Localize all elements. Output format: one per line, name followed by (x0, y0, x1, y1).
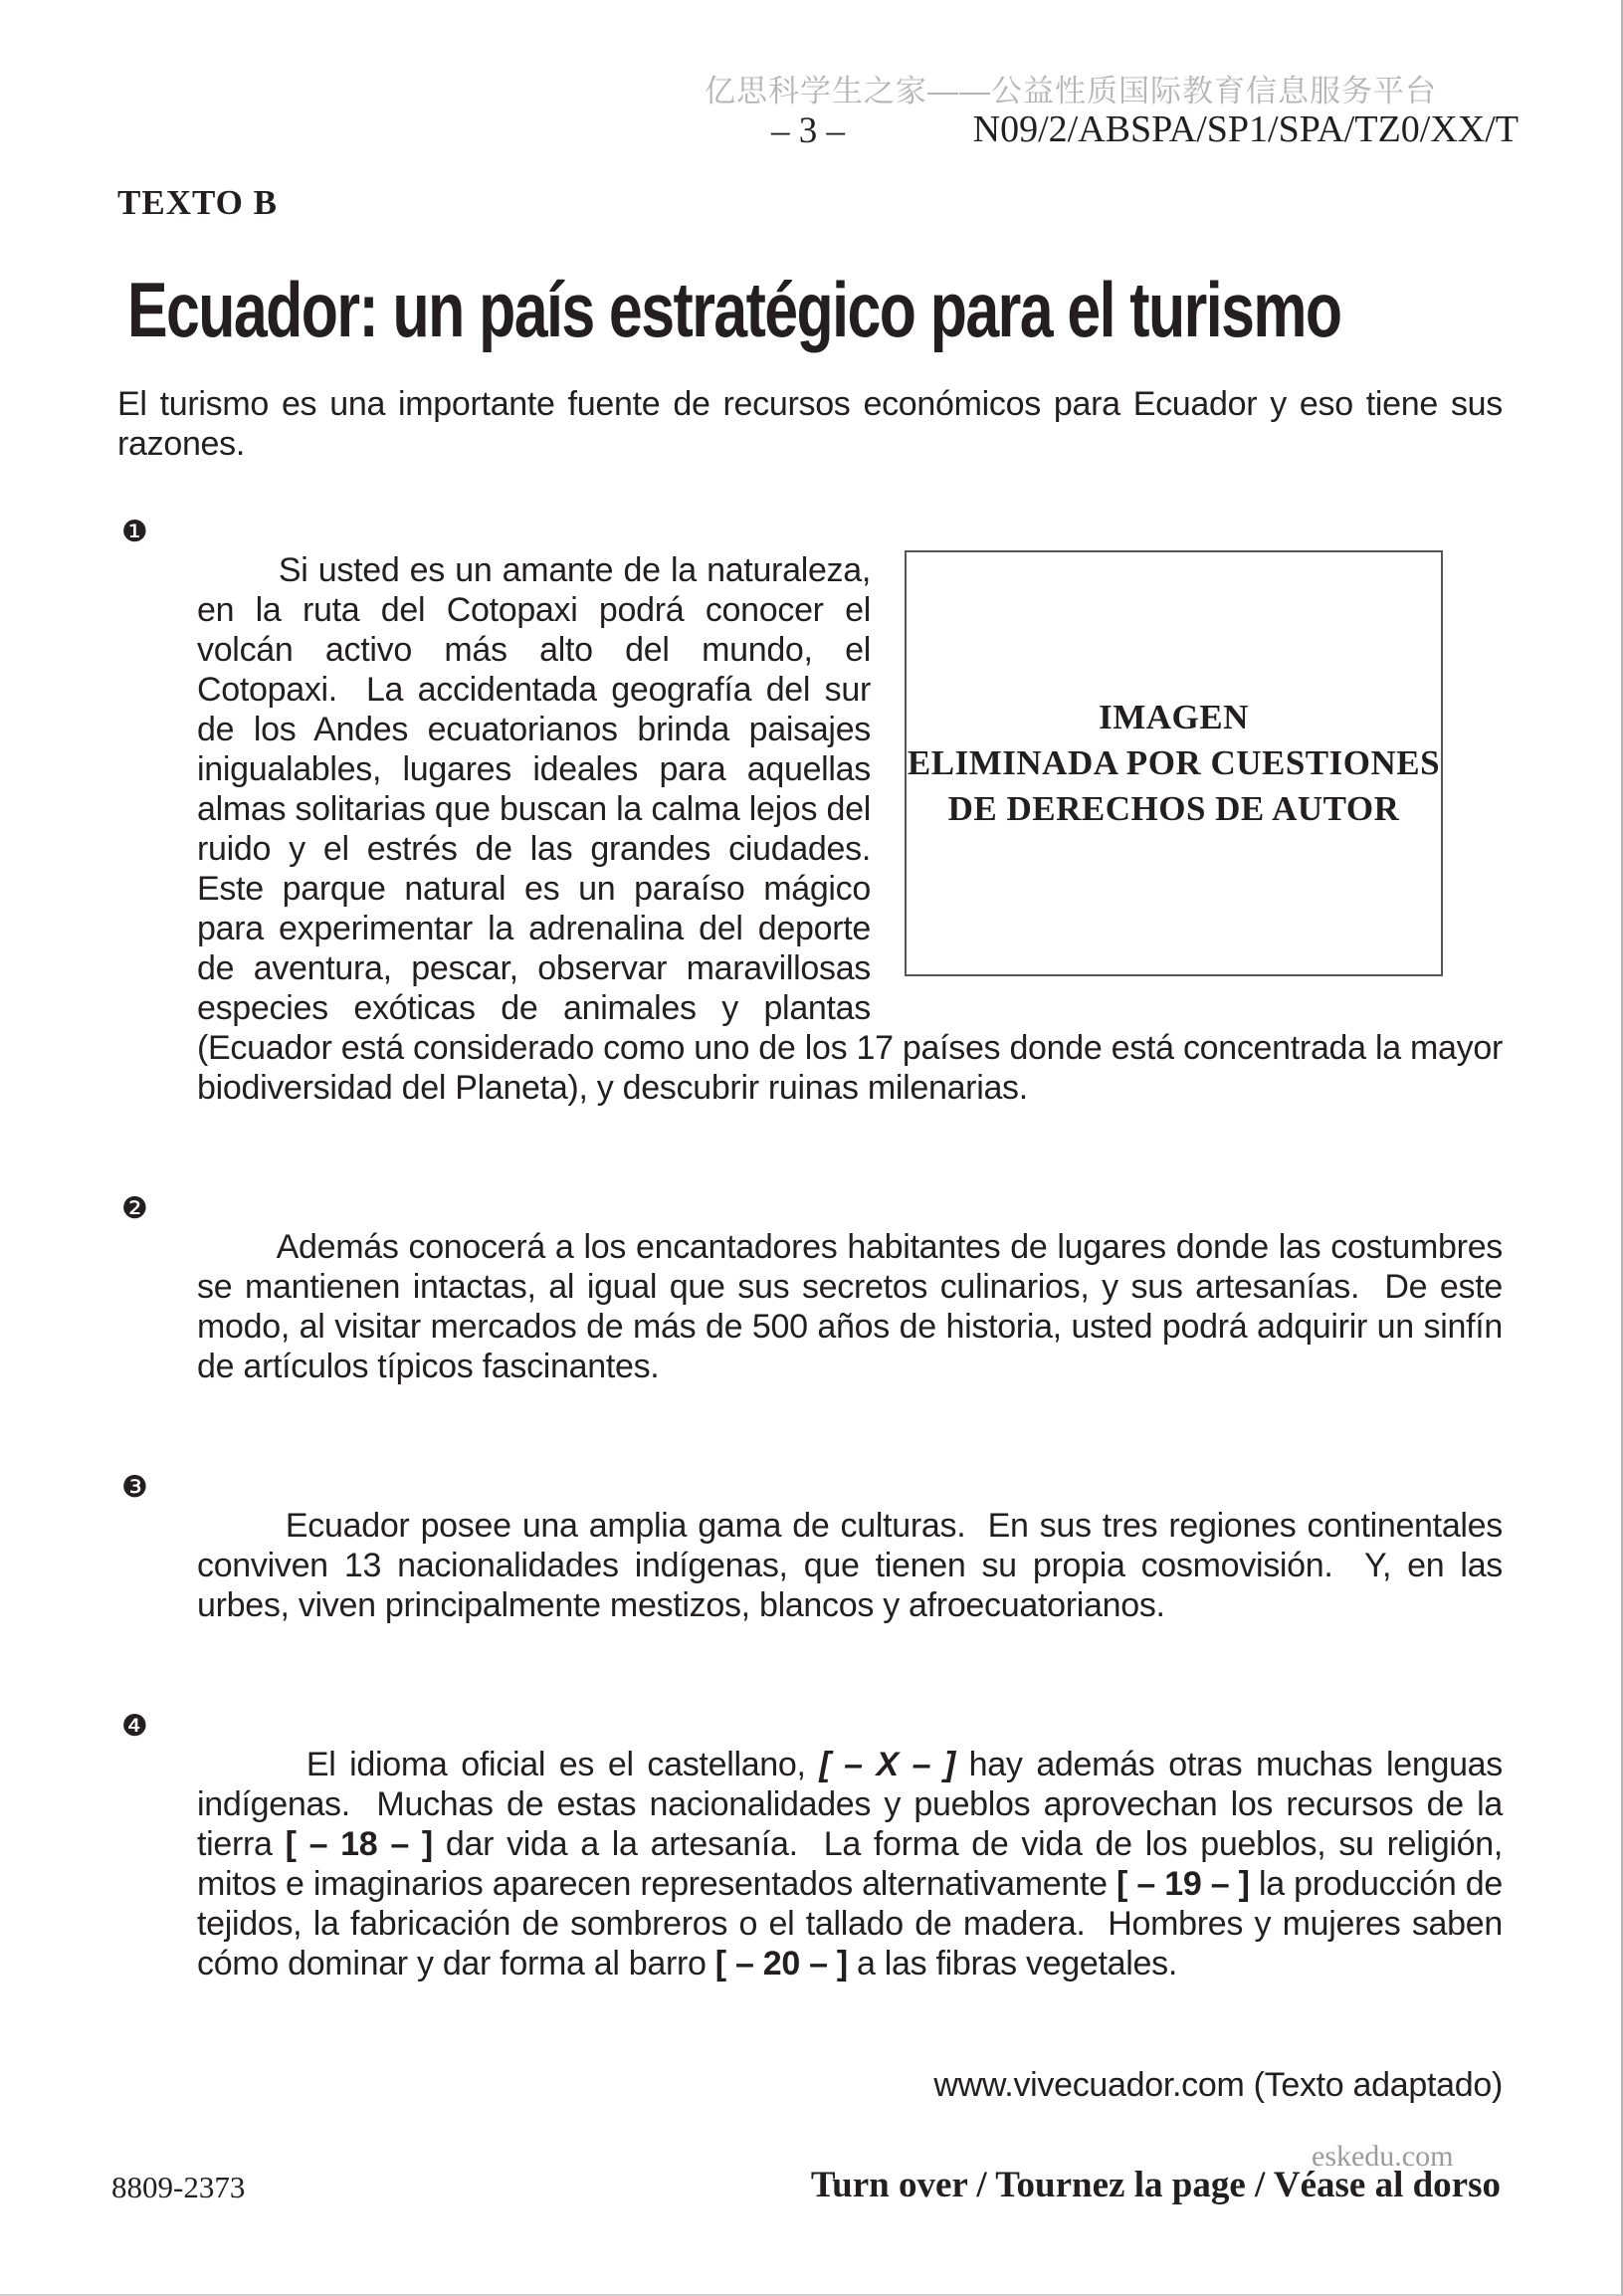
eskedu-watermark: eskedu.com (1312, 2140, 1454, 2173)
paper-code: N09/2/ABSPA/SP1/SPA/TZ0/XX/T (972, 108, 1519, 150)
paragraph-1-marker: ❶ (121, 515, 148, 549)
chinese-watermark: 亿思科学生之家——公益性质国际教育信息服务平台 (705, 74, 1437, 108)
footer-document-code: 8809-2373 (111, 2170, 246, 2204)
paragraph-3-marker: ❸ (121, 1470, 148, 1505)
paragraph-1 (121, 511, 1513, 1148)
source-attribution: www.vivecuador.com (Texto adaptado) (933, 2066, 1503, 2104)
paragraph-2 (121, 1187, 1513, 1426)
paragraph-3 (121, 1466, 1513, 1665)
paragraph-2-text (197, 1187, 1513, 1426)
article-title (127, 265, 1580, 355)
paragraph-2-marker: ❷ (121, 1191, 148, 1226)
image-removed-placeholder (905, 550, 1443, 976)
article-title-text: Ecuador: un país estratégico para el turismo (127, 266, 1341, 353)
paragraph-4-text (197, 1705, 1513, 2023)
paragraph-4-body: El idioma oficial es el castellano, [ – X – ] hay además otras muchas lenguas indígenas. Muchas de estas nacionalidades y pueblos aprovechan los recursos de la tierra [ – 18 – ] dar vida a la artesanía. La forma de vida de los pueblos, su religión, mitos e imaginarios aparecen representados alternativamente [ – 19 – ] la producción de tejidos, la fabricación de sombreros o el tallado de madera. Hombres y mujeres saben cómo dominar y dar forma al barro [ – 20 – ] a las fibras vegetales. (197, 1746, 1513, 1983)
paragraph-list (121, 511, 1513, 2105)
turn-over-notice: Turn over / Tournez la page / Véase al dorso (810, 2165, 1501, 2205)
image-placeholder-line: ELIMINADA POR CUESTIONES (907, 743, 1441, 782)
paragraph-4-marker: ❹ (121, 1709, 148, 1744)
image-placeholder-line: DE DERECHOS DE AUTOR (947, 789, 1400, 828)
paragraph-1-body: Si usted es un amante de la naturaleza, en la ruta del Cotopaxi podrá conocer el volcán activo más alto del mundo, el Cotopaxi. La accidentada geografía del sur de los Andes ecuatorianos brinda paisajes inigualables, lugares ideales para aquellas almas solitarias que buscan la calma lejos del ruido y el estrés de las grandes ciudades. Este parque natural es un paraíso mágico para experimentar la adrenalina del deporte de aventura, pescar, observar maravillosas especies exóticas de animales y plantas (Ecuador está considerado como uno de los 17 países donde está concentrada la mayor biodiversidad del Planeta), y descubrir ruinas milenarias. (197, 551, 1513, 1107)
page-number: – 3 – (771, 110, 845, 151)
section-label: TEXTO B (117, 183, 278, 222)
image-placeholder-line: IMAGEN (1099, 698, 1249, 736)
paragraph-3-body: Ecuador posee una amplia gama de culturas. En sus tres regiones continentales conviven 13 nacionalidades indígenas, que tienen su propia cosmovisión. Y, en las urbes, viven principalmente mestizos, blancos y afroecuatorianos. (197, 1507, 1513, 1624)
intro-paragraph: El turismo es una importante fuente de recursos económicos para Ecuador y eso tiene sus razones. (117, 385, 1513, 463)
paragraph-1-text (197, 511, 1513, 1148)
paragraph-3-text (197, 1466, 1513, 1665)
paragraph-4 (121, 1705, 1513, 2023)
paragraph-2-body: Además conocerá a los encantadores habitantes de lugares donde las costumbres se mantienen intactas, al igual que sus secretos culinarios, y sus artesanías. De este modo, al visitar mercados de más de 500 años de historia, usted podrá adquirir un sinfín de artículos típicos fascinantes. (197, 1228, 1513, 1385)
